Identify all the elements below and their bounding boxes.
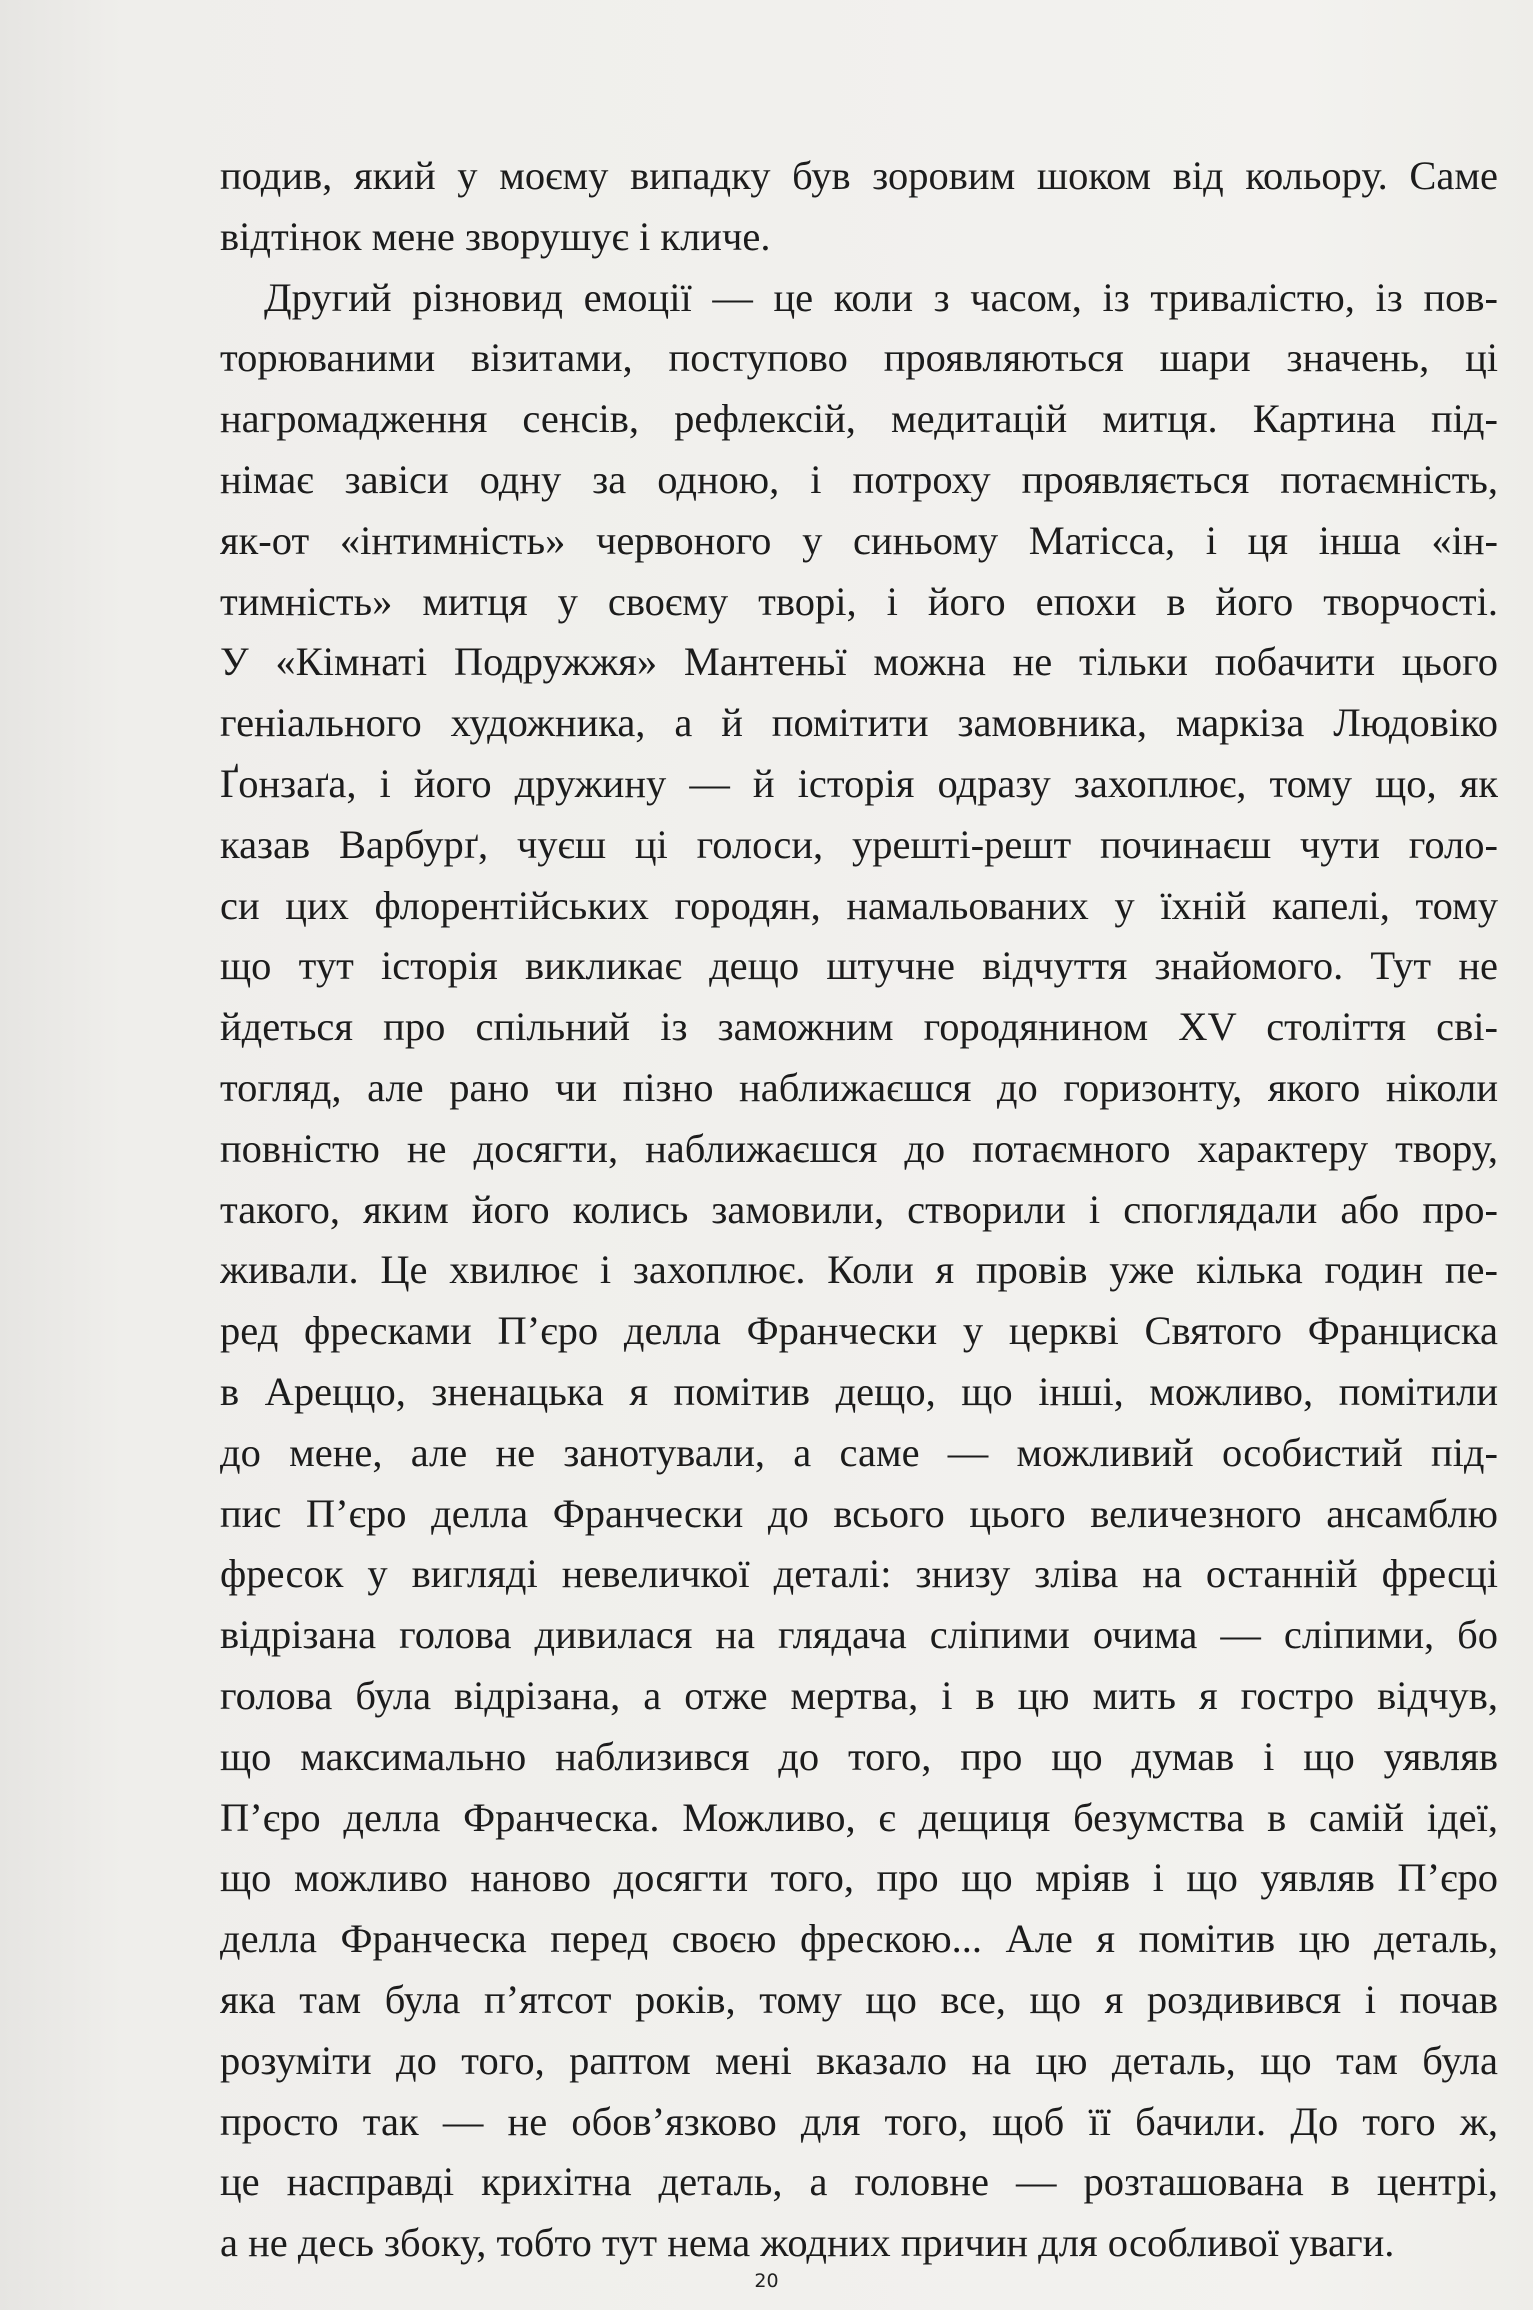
text-line: делла Франческа перед своєю фрескою... Але я помітив цю деталь, xyxy=(220,1916,1498,1962)
text-line: тогляд, але рано чи пізно наближаєшся до горизонту, якого ніколи xyxy=(220,1064,1498,1110)
text-line: такого, яким його колись замовили, створили і споглядали або про- xyxy=(220,1186,1498,1232)
text-line: в Ареццо, зненацька я помітив дещо, що інші, можливо, помітили xyxy=(220,1368,1498,1414)
page-number: 20 xyxy=(754,2270,779,2292)
text-line: що максимально наблизився до того, про що думав і що уявляв xyxy=(220,1733,1498,1779)
text-line: це насправді крихітна деталь, а головне — розташована в центрі, xyxy=(220,2159,1498,2205)
text-line: відтінок мене зворушує і кличе. xyxy=(220,213,771,259)
text-line: а не десь збоку, тобто тут нема жодних причин для особливої уваги. xyxy=(220,2220,1395,2266)
text-line: йдеться про спільний із заможним городянином XV століття сві- xyxy=(220,1004,1498,1050)
text-line: ред фресками П’єро делла Франчески у церкві Святого Франциска xyxy=(220,1308,1498,1354)
text-line: подив, який у моєму випадку був зоровим шоком від кольору. Саме xyxy=(220,153,1498,198)
text-line: повністю не досягти, наближаєшся до потаємного характеру твору, xyxy=(220,1125,1498,1171)
text-line: голова була відрізана, а отже мертва, і в цю мить я гостро відчув, xyxy=(220,1672,1498,1718)
text-line: тимність» митця у своєму творі, і його епохи в його творчості. xyxy=(220,578,1498,624)
text-line: У «Кімнаті Подружжя» Мантеньї можна не тільки побачити цього xyxy=(220,639,1498,685)
text-line: си цих флорентійських городян, намальованих у їхній капелі, тому xyxy=(220,882,1498,928)
text-line: пис П’єро делла Франчески до всього цього величезного ансамблю xyxy=(220,1490,1498,1536)
text-line: як-от «інтимність» червоного у синьому Матісса, і ця інша «ін- xyxy=(220,517,1498,563)
text-line: П’єро делла Франческа. Можливо, є дещиця безумства в самій ідеї, xyxy=(220,1794,1498,1840)
text-line: що тут історія викликає дещо штучне відчуття знайомого. Тут не xyxy=(220,943,1498,989)
text-line: геніального художника, а й помітити замовника, маркіза Людовіко xyxy=(220,700,1498,746)
text-line: торюваними візитами, поступово проявляються шари значень, ці xyxy=(220,335,1498,381)
text-line: що можливо наново досягти того, про що мріяв і що уявляв П’єро xyxy=(220,1855,1498,1901)
text-line: нагромадження сенсів, рефлексій, медитацій митця. Картина під- xyxy=(220,396,1498,442)
text-line: живали. Це хвилює і захоплює. Коли я провів уже кілька годин пе- xyxy=(220,1247,1498,1293)
text-line: яка там була п’ятсот років, тому що все, що я роздивився і почав xyxy=(220,1976,1498,2022)
body-text xyxy=(220,146,1498,2274)
text-line: Ґонзаґа, і його дружину — й історія одразу захоплює, тому що, як xyxy=(220,760,1498,806)
text-line: казав Варбурґ, чуєш ці голоси, урешті-решт починаєш чути голо- xyxy=(220,821,1498,867)
text-line: Другий різновид емоції — це коли з часом, із тривалістю, із пов- xyxy=(264,274,1498,320)
text-line: до мене, але не занотували, а саме — можливий особистий під- xyxy=(220,1429,1498,1475)
text-line: просто так — не обов’язково для того, щоб її бачили. До того ж, xyxy=(220,2098,1498,2144)
text-line: відрізана голова дивилася на глядача сліпими очима — сліпими, бо xyxy=(220,1612,1498,1658)
text-line: розуміти до того, раптом мені вказало на цю деталь, що там була xyxy=(220,2037,1498,2083)
text-line: німає завіси одну за одною, і потроху проявляється потаємність, xyxy=(220,456,1498,502)
text-line: фресок у вигляді невеличкої деталі: знизу зліва на останній фресці xyxy=(220,1551,1498,1597)
